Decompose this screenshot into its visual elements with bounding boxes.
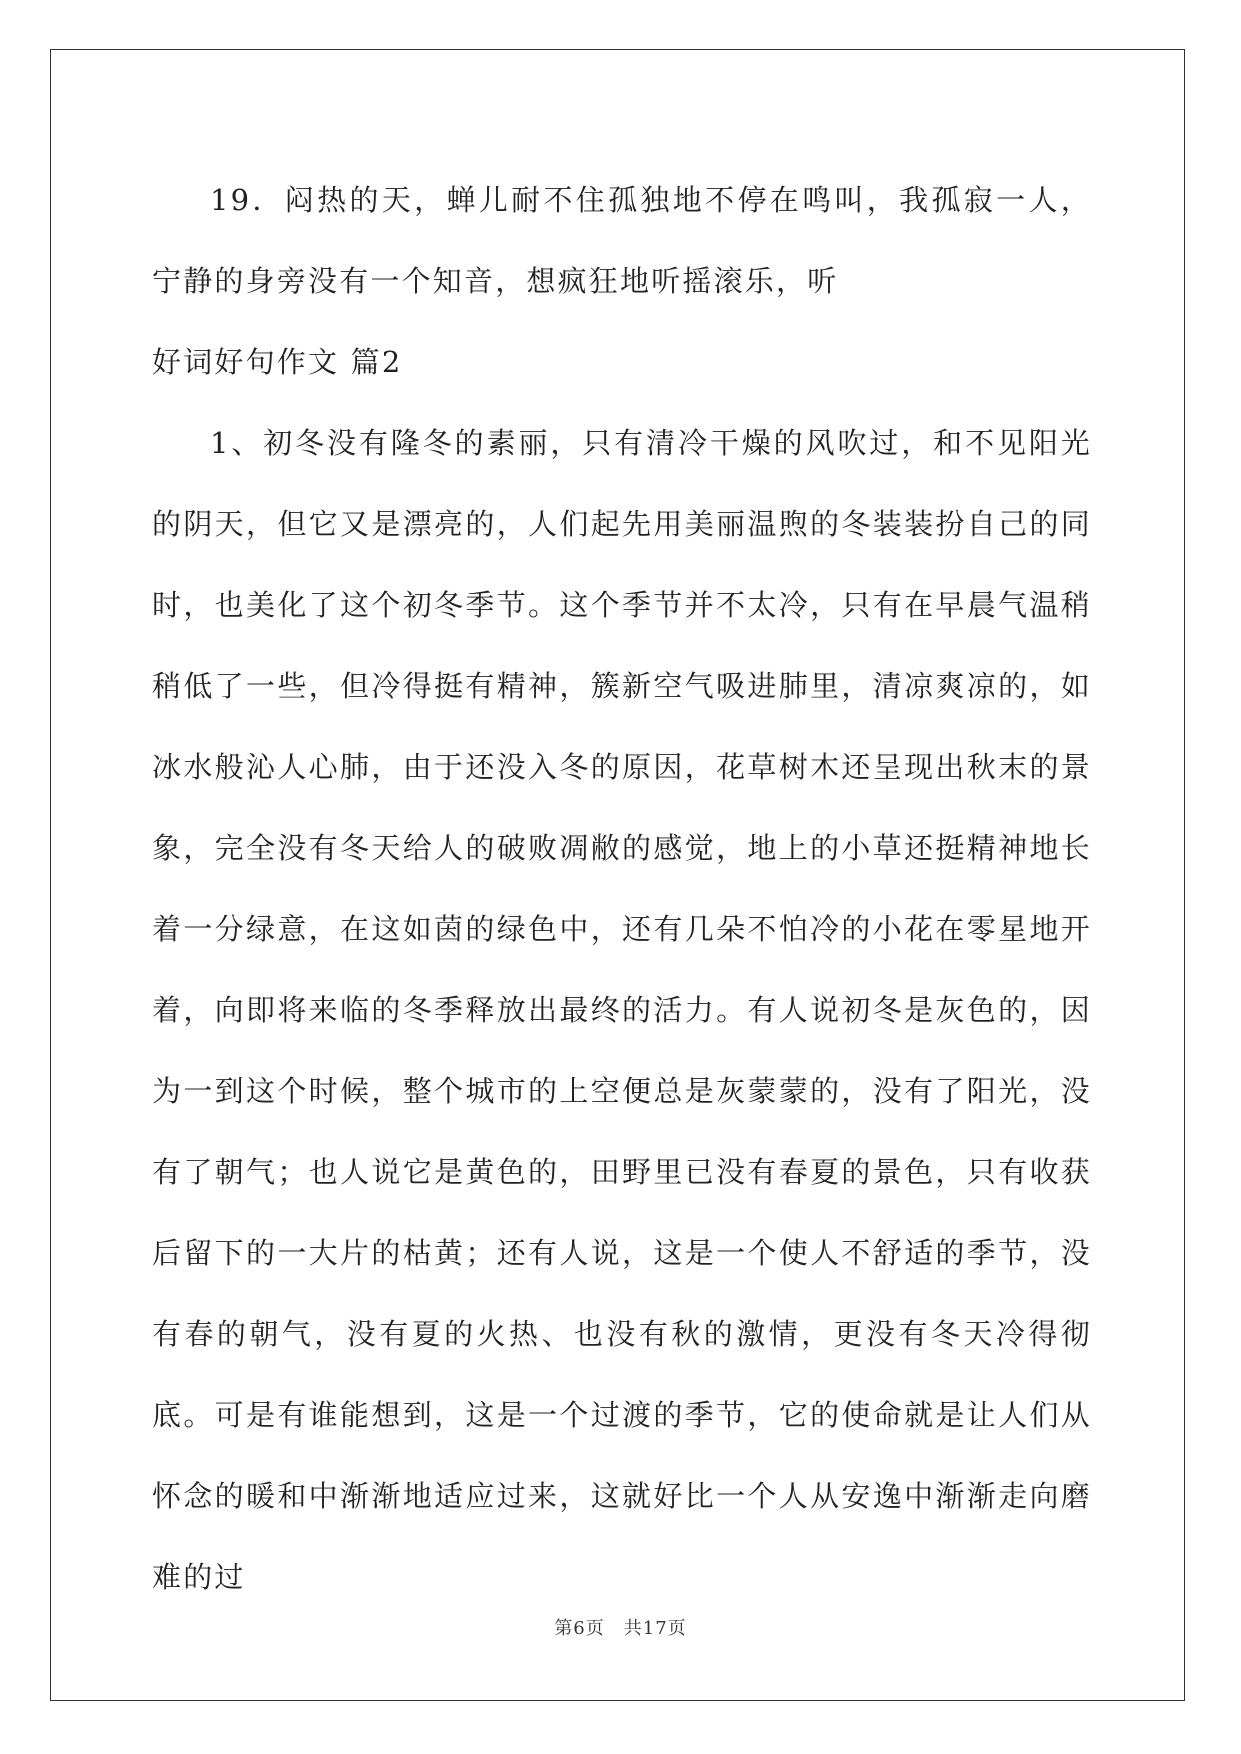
page-footer	[0, 1614, 1241, 1640]
paragraph-1: 1、初冬没有隆冬的素丽，只有清冷干燥的风吹过，和不见阳光的阴天，但它又是漂亮的，人们起先用美丽温煦的冬装装扮自己的同时，也美化了这个初冬季节。这个季节并不太冷，只有在早晨气温稍稍低了一些，但冷得挺有精神，簇新空气吸进肺里，清凉爽凉的，如冰水般沁人心肺，由于还没入冬的原因，花草树木还呈现出秋末的景象，完全没有冬天给人的破败凋敝的感觉，地上的小草还挺精神地长着一分绿意，在这如茵的绿色中，还有几朵不怕冷的小花在零星地开着，向即将来临的冬季释放出最终的活力。有人说初冬是灰色的，因为一到这个时候，整个城市的上空便总是灰蒙蒙的，没有了阳光，没有了朝气；也人说它是黄色的，田野里已没有春夏的景色，只有收获后留下的一大片的枯黄；还有人说，这是一个使人不舒适的季节，没有春的朝气，没有夏的火热、也没有秋的激情，更没有冬天冷得彻底。可是有谁能想到，这是一个过渡的季节，它的使命就是让人们从怀念的暖和中渐渐地适应过来，这就好比一个人从安逸中渐渐走向磨难的过	[152, 426, 1092, 1594]
document-body	[152, 160, 1092, 1618]
section-heading: 好词好句作文 篇2	[152, 345, 403, 379]
page-indicator: 第6页 共17页	[554, 1618, 687, 1639]
paragraph-19: 19．闷热的天，蝉儿耐不住孤独地不停在鸣叫，我孤寂一人，宁静的身旁没有一个知音，想疯狂地听摇滚乐，听	[152, 183, 1092, 298]
